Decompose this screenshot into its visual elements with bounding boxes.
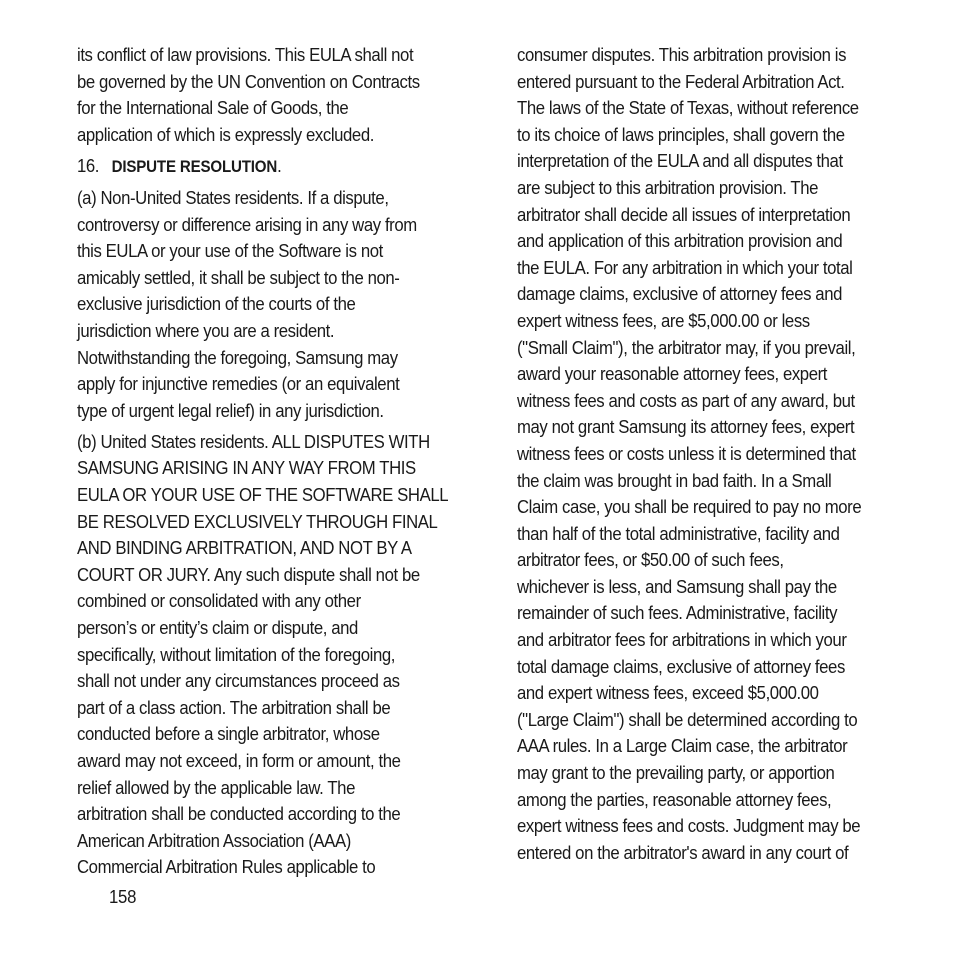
- text-line: total damage claims, exclusive of attorney fees: [517, 655, 845, 677]
- text-line: combined or consolidated with any other: [77, 590, 361, 612]
- text-line: the claim was brought in bad faith. In a Small: [517, 469, 832, 491]
- text-line: damage claims, exclusive of attorney fees and: [517, 283, 843, 305]
- text-line: award your reasonable attorney fees, expert: [517, 363, 828, 385]
- text-line: and application of this arbitration provision and: [517, 230, 843, 252]
- text-line: witness fees and costs as part of any award, but: [517, 389, 855, 411]
- text-line: SAMSUNG ARISING IN ANY WAY FROM THIS: [77, 457, 416, 479]
- text-line: person’s or entity’s claim or dispute, and: [77, 616, 358, 638]
- text-line: whichever is less, and Samsung shall pay the: [517, 575, 837, 597]
- text-line: arbitrator fees, or $50.00 of such fees,: [517, 549, 784, 571]
- text-line: EULA OR YOUR USE OF THE SOFTWARE SHALL: [77, 484, 449, 505]
- text-line: and expert witness fees, exceed $5,000.00: [517, 682, 819, 704]
- text-line: specifically, without limitation of the foregoing,: [77, 643, 396, 665]
- text-line: expert witness fees and costs. Judgment may be: [517, 815, 861, 837]
- text-line: and arbitrator fees for arbitrations in which your: [517, 629, 847, 651]
- text-line: Claim case, you shall be required to pay no more: [517, 496, 862, 518]
- right-column: [517, 42, 900, 866]
- text-line: application of which is expressly excluded.: [77, 123, 374, 145]
- text-line: conducted before a single arbitrator, whose: [77, 723, 380, 745]
- text-line: AAA rules. In a Large Claim case, the arbitrator: [517, 735, 848, 757]
- text-line: for the International Sale of Goods, the: [77, 97, 349, 119]
- text-line: may not grant Samsung its attorney fees, expert: [517, 416, 855, 438]
- text-line: entered pursuant to the Federal Arbitration Act.: [517, 70, 845, 92]
- text-line: Notwithstanding the foregoing, Samsung may: [77, 346, 398, 368]
- text-line: interpretation of the EULA and all disputes that: [517, 150, 843, 172]
- text-line: among the parties, reasonable attorney fees,: [517, 788, 832, 810]
- text-line: type of urgent legal relief) in any jurisdiction.: [77, 399, 384, 421]
- text-line: this EULA or your use of the Software is not: [77, 240, 383, 262]
- paragraph-governing-law: [77, 42, 460, 148]
- left-column: [77, 42, 460, 881]
- section-heading: [77, 153, 460, 181]
- text-line: apply for injunctive remedies (or an equivalent: [77, 373, 400, 395]
- text-line: may grant to the prevailing party, or apportion: [517, 762, 835, 784]
- paragraph-non-us-residents: [77, 185, 460, 424]
- page-number: 158: [109, 886, 137, 907]
- text-line: ("Large Claim") shall be determined according to: [517, 708, 858, 730]
- text-line: American Arbitration Association (AAA): [77, 829, 351, 851]
- text-line: Commercial Arbitration Rules applicable to: [77, 856, 376, 878]
- text-line: are subject to this arbitration provision. The: [517, 176, 819, 198]
- text-line: arbitration shall be conducted according to the: [77, 803, 401, 825]
- text-line: consumer disputes. This arbitration provision is: [517, 44, 847, 65]
- text-line: relief allowed by the applicable law. The: [77, 776, 355, 798]
- text-line: expert witness fees, are $5,000.00 or less: [517, 309, 810, 331]
- paragraph-us-residents: [77, 429, 460, 881]
- text-line: (a) Non-United States residents. If a dispute,: [77, 186, 389, 208]
- text-line: COURT OR JURY. Any such dispute shall not be: [77, 563, 420, 585]
- text-line: its conflict of law provisions. This EULA shall not: [77, 44, 414, 65]
- text-line: part of a class action. The arbitration shall be: [77, 696, 391, 718]
- text-line: amicably settled, it shall be subject to the non-: [77, 266, 400, 288]
- text-line: arbitrator shall decide all issues of interpretation: [517, 203, 851, 225]
- text-line: AND BINDING ARBITRATION, AND NOT BY A: [77, 537, 412, 559]
- text-line: controversy or difference arising in any way from: [77, 213, 417, 235]
- section-title: DISPUTE RESOLUTION: [111, 156, 278, 176]
- section-number: 16.: [77, 154, 100, 176]
- text-line: shall not under any circumstances proceed as: [77, 670, 400, 692]
- text-line: jurisdiction where you are a resident.: [77, 319, 335, 341]
- text-line: remainder of such fees. Administrative, facility: [517, 602, 838, 624]
- paragraph-arbitration-continued: [517, 42, 900, 866]
- text-line: The laws of the State of Texas, without reference: [517, 97, 859, 119]
- text-line: award may not exceed, in form or amount, the: [77, 749, 401, 771]
- text-line: to its choice of laws principles, shall govern the: [517, 123, 845, 145]
- text-line: than half of the total administrative, facility and: [517, 522, 840, 544]
- text-line: exclusive jurisdiction of the courts of the: [77, 293, 356, 315]
- text-line: witness fees or costs unless it is determined that: [517, 442, 856, 464]
- section-title-period: .: [277, 154, 282, 176]
- text-line: be governed by the UN Convention on Contracts: [77, 70, 420, 92]
- text-line: the EULA. For any arbitration in which your total: [517, 256, 853, 278]
- text-line: ("Small Claim"), the arbitrator may, if you prevail,: [517, 336, 856, 358]
- text-line: BE RESOLVED EXCLUSIVELY THROUGH FINAL: [77, 510, 438, 532]
- text-line: (b) United States residents. ALL DISPUTES WITH: [77, 430, 430, 452]
- text-line: entered on the arbitrator's award in any court of: [517, 841, 849, 863]
